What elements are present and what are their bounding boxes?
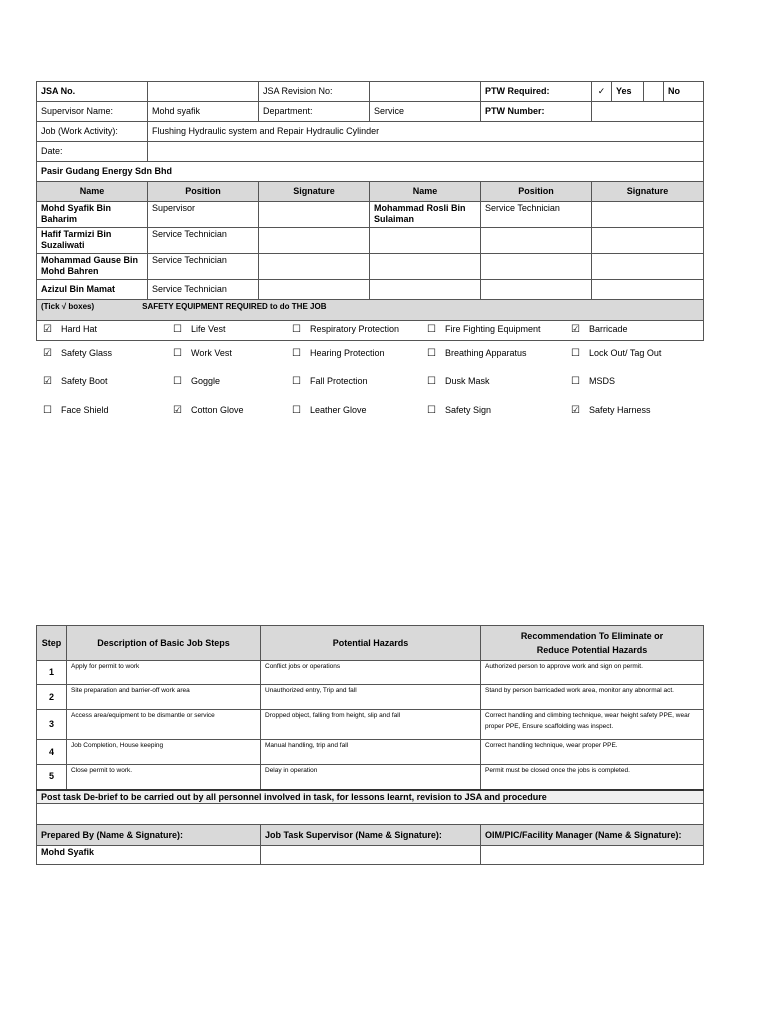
date-label: Date: [37, 142, 148, 162]
job-steps-table [36, 625, 704, 865]
equipment-item [173, 347, 232, 360]
step-description: Close permit to work. [67, 765, 261, 790]
job-field[interactable]: Flushing Hydraulic system and Repair Hydraulic Cylinder [148, 122, 704, 142]
step-number: 5 [37, 765, 67, 790]
person-signature[interactable] [592, 280, 704, 300]
equipment-item [292, 347, 385, 360]
person-signature[interactable] [259, 280, 370, 300]
tick-note: (Tick √ boxes) [41, 302, 95, 311]
equipment-label: Face Shield [61, 405, 109, 415]
jsa-no-field[interactable] [148, 82, 259, 102]
step-recommendation: Permit must be closed once the jobs is completed. [481, 765, 704, 790]
company-name: Pasir Gudang Energy Sdn Bhd [37, 162, 704, 182]
person-position: Service Technician [148, 280, 259, 300]
equipment-label: Barricade [589, 324, 628, 334]
equipment-item [43, 323, 97, 336]
ptw-number-field[interactable] [592, 102, 704, 122]
equipment-item [173, 375, 220, 388]
personnel-row [37, 202, 704, 228]
equipment-item [427, 323, 541, 336]
col-header-recommendation [481, 626, 704, 661]
equipment-checkbox[interactable]: ☐ [427, 324, 436, 335]
equipment-checkbox[interactable]: ☐ [571, 376, 580, 387]
supervisor-field[interactable]: Mohd syafik [148, 102, 259, 122]
jsa-revision-field[interactable] [370, 82, 481, 102]
prepared-by-field[interactable]: Mohd Syafik [37, 845, 261, 864]
equipment-item [292, 323, 399, 336]
equipment-item [173, 323, 226, 336]
safety-equipment-grid [37, 321, 704, 416]
debrief-note: Post task De-brief to be carried out by all personnel involved in task, for lessons learnt, revision to JSA and procedure [37, 790, 704, 804]
person-position: Service Technician [148, 254, 259, 280]
step-recommendation: Correct handling technique, wear proper PPE. [481, 740, 704, 765]
equipment-checkbox[interactable]: ☑ [571, 324, 580, 335]
equipment-item [173, 404, 244, 417]
person-name: Mohammad Gause Bin Mohd Bahren [37, 254, 148, 280]
equipment-item [292, 404, 367, 417]
table-row [37, 740, 704, 765]
table-row [37, 661, 704, 685]
person-position [481, 254, 592, 280]
equipment-checkbox[interactable]: ☑ [43, 324, 52, 335]
equipment-item [427, 404, 491, 417]
equipment-label: Fall Protection [310, 376, 368, 386]
step-recommendation: Authorized person to approve work and sign on permit. [481, 661, 704, 685]
equipment-checkbox[interactable]: ☐ [427, 405, 436, 416]
debrief-notes-field[interactable] [37, 803, 704, 824]
step-number: 3 [37, 710, 67, 740]
equipment-item [43, 347, 112, 360]
equipment-item [571, 375, 615, 388]
ptw-no-label: No [664, 82, 704, 102]
equipment-label: Respiratory Protection [310, 324, 400, 334]
equipment-item [427, 375, 490, 388]
equipment-item [571, 347, 661, 360]
person-name [370, 228, 481, 254]
equipment-checkbox[interactable]: ☐ [292, 376, 301, 387]
ptw-yes-label: Yes [612, 82, 644, 102]
jsa-revision-label: JSA Revision No: [259, 82, 370, 102]
equipment-checkbox[interactable]: ☑ [43, 348, 52, 359]
jsa-no-label: JSA No. [37, 82, 148, 102]
col-header-signature: Signature [259, 182, 370, 202]
person-name: Hafif Tarmizi Bin Suzaliwati [37, 228, 148, 254]
jsa-header-form [36, 81, 704, 416]
step-number: 2 [37, 685, 67, 710]
equipment-item [571, 323, 628, 336]
step-description: Access area/equipment to be dismantle or service [67, 710, 261, 740]
person-signature[interactable] [259, 202, 370, 228]
equipment-item [292, 375, 368, 388]
recommendation-header-line2: Reduce Potential Hazards [536, 645, 648, 655]
equipment-item [571, 404, 651, 417]
person-position [481, 280, 592, 300]
equipment-label: Fire Fighting Equipment [445, 324, 541, 334]
person-signature[interactable] [592, 202, 704, 228]
equipment-label: Hard Hat [61, 324, 98, 334]
date-field[interactable] [148, 142, 704, 162]
supervisor-sign-label: Job Task Supervisor (Name & Signature): [261, 824, 481, 845]
step-description: Site preparation and barrier-off work area [67, 685, 261, 710]
equipment-label: MSDS [589, 376, 616, 386]
person-name [370, 280, 481, 300]
equipment-checkbox[interactable]: ☐ [292, 405, 301, 416]
equipment-item [43, 404, 109, 417]
equipment-checkbox[interactable]: ☐ [427, 348, 436, 359]
safety-equipment-title-row [37, 300, 704, 321]
equipment-label: Dusk Mask [445, 376, 490, 386]
col-header-signature: Signature [592, 182, 704, 202]
table-row [37, 685, 704, 710]
supervisor-label: Supervisor Name: [37, 102, 148, 122]
equipment-checkbox[interactable]: ☐ [43, 405, 52, 416]
equipment-label: Goggle [191, 376, 221, 386]
ptw-yes-checkbox[interactable]: ✓ [592, 82, 612, 102]
col-header-name: Name [37, 182, 148, 202]
person-name: Mohammad Rosli Bin Sulaiman [370, 202, 481, 228]
manager-sign-label: OIM/PIC/Facility Manager (Name & Signature): [481, 824, 704, 845]
person-signature[interactable] [259, 228, 370, 254]
personnel-row [37, 280, 704, 300]
col-header-position: Position [481, 182, 592, 202]
person-position: Supervisor [148, 202, 259, 228]
recommendation-header-line1: Recommendation To Eliminate or [520, 631, 664, 641]
equipment-checkbox[interactable]: ☑ [571, 405, 580, 416]
supervisor-sign-field[interactable] [261, 845, 481, 864]
equipment-label: Leather Glove [310, 405, 367, 415]
equipment-checkbox[interactable]: ☑ [173, 405, 182, 416]
equipment-checkbox[interactable]: ☐ [173, 324, 182, 335]
equipment-label: Safety Boot [61, 376, 108, 386]
equipment-label: Safety Harness [589, 405, 651, 415]
department-field[interactable]: Service [370, 102, 481, 122]
equipment-label: Cotton Glove [191, 405, 244, 415]
col-header-name: Name [370, 182, 481, 202]
table-row [37, 765, 704, 790]
prepared-by-label: Prepared By (Name & Signature): [37, 824, 261, 845]
personnel-row [37, 228, 704, 254]
step-description: Job Completion, House keeping [67, 740, 261, 765]
step-description: Apply for permit to work [67, 661, 261, 685]
equipment-checkbox[interactable]: ☐ [292, 348, 301, 359]
col-header-hazards: Potential Hazards [261, 626, 481, 661]
step-hazard: Dropped object, falling from height, slip and fall [261, 710, 481, 740]
person-signature[interactable] [259, 254, 370, 280]
ptw-number-label: PTW Number: [481, 102, 592, 122]
equipment-checkbox[interactable]: ☐ [173, 376, 182, 387]
equipment-checkbox[interactable]: ☐ [571, 348, 580, 359]
step-number: 4 [37, 740, 67, 765]
step-hazard: Delay in operation [261, 765, 481, 790]
equipment-label: Breathing Apparatus [445, 348, 527, 358]
equipment-item [43, 375, 108, 388]
step-hazard: Manual handling, trip and fall [261, 740, 481, 765]
equipment-label: Safety Sign [445, 405, 492, 415]
equipment-checkbox[interactable]: ☑ [43, 376, 52, 387]
person-signature[interactable] [592, 254, 704, 280]
equipment-label: Lock Out/ Tag Out [589, 348, 662, 358]
col-header-description: Description of Basic Job Steps [67, 626, 261, 661]
step-hazard: Unauthorized entry, Trip and fall [261, 685, 481, 710]
person-position [481, 228, 592, 254]
equipment-label: Life Vest [191, 324, 226, 334]
person-signature[interactable] [592, 228, 704, 254]
equipment-label: Hearing Protection [310, 348, 385, 358]
person-position: Service Technician [148, 228, 259, 254]
equipment-checkbox[interactable]: ☐ [292, 324, 301, 335]
person-position: Service Technician [481, 202, 592, 228]
equipment-item [427, 347, 527, 360]
person-name: Azizul Bin Mamat [37, 280, 148, 300]
col-header-position: Position [148, 182, 259, 202]
equipment-checkbox[interactable]: ☐ [173, 348, 182, 359]
job-label: Job (Work Activity): [37, 122, 148, 142]
ptw-no-checkbox[interactable] [644, 82, 664, 102]
department-label: Department: [259, 102, 370, 122]
step-number: 1 [37, 661, 67, 685]
equipment-label: Safety Glass [61, 348, 113, 358]
step-recommendation: Correct handling and climbing technique, wear height safety PPE, wear proper PPE, Ensure scaffolding was inspect. [481, 710, 704, 740]
equipment-label: Work Vest [191, 348, 232, 358]
person-name: Mohd Syafik Bin Baharim [37, 202, 148, 228]
personnel-row [37, 254, 704, 280]
equipment-checkbox[interactable]: ☐ [427, 376, 436, 387]
table-row [37, 710, 704, 740]
step-recommendation: Stand by person barricaded work area, monitor any abnormal act. [481, 685, 704, 710]
col-header-step: Step [37, 626, 67, 661]
person-name [370, 254, 481, 280]
step-hazard: Conflict jobs or operations [261, 661, 481, 685]
manager-sign-field[interactable] [481, 845, 704, 864]
safety-equipment-title: SAFETY EQUIPMENT REQUIRED to do THE JOB [142, 302, 327, 311]
ptw-required-label: PTW Required: [481, 82, 592, 102]
